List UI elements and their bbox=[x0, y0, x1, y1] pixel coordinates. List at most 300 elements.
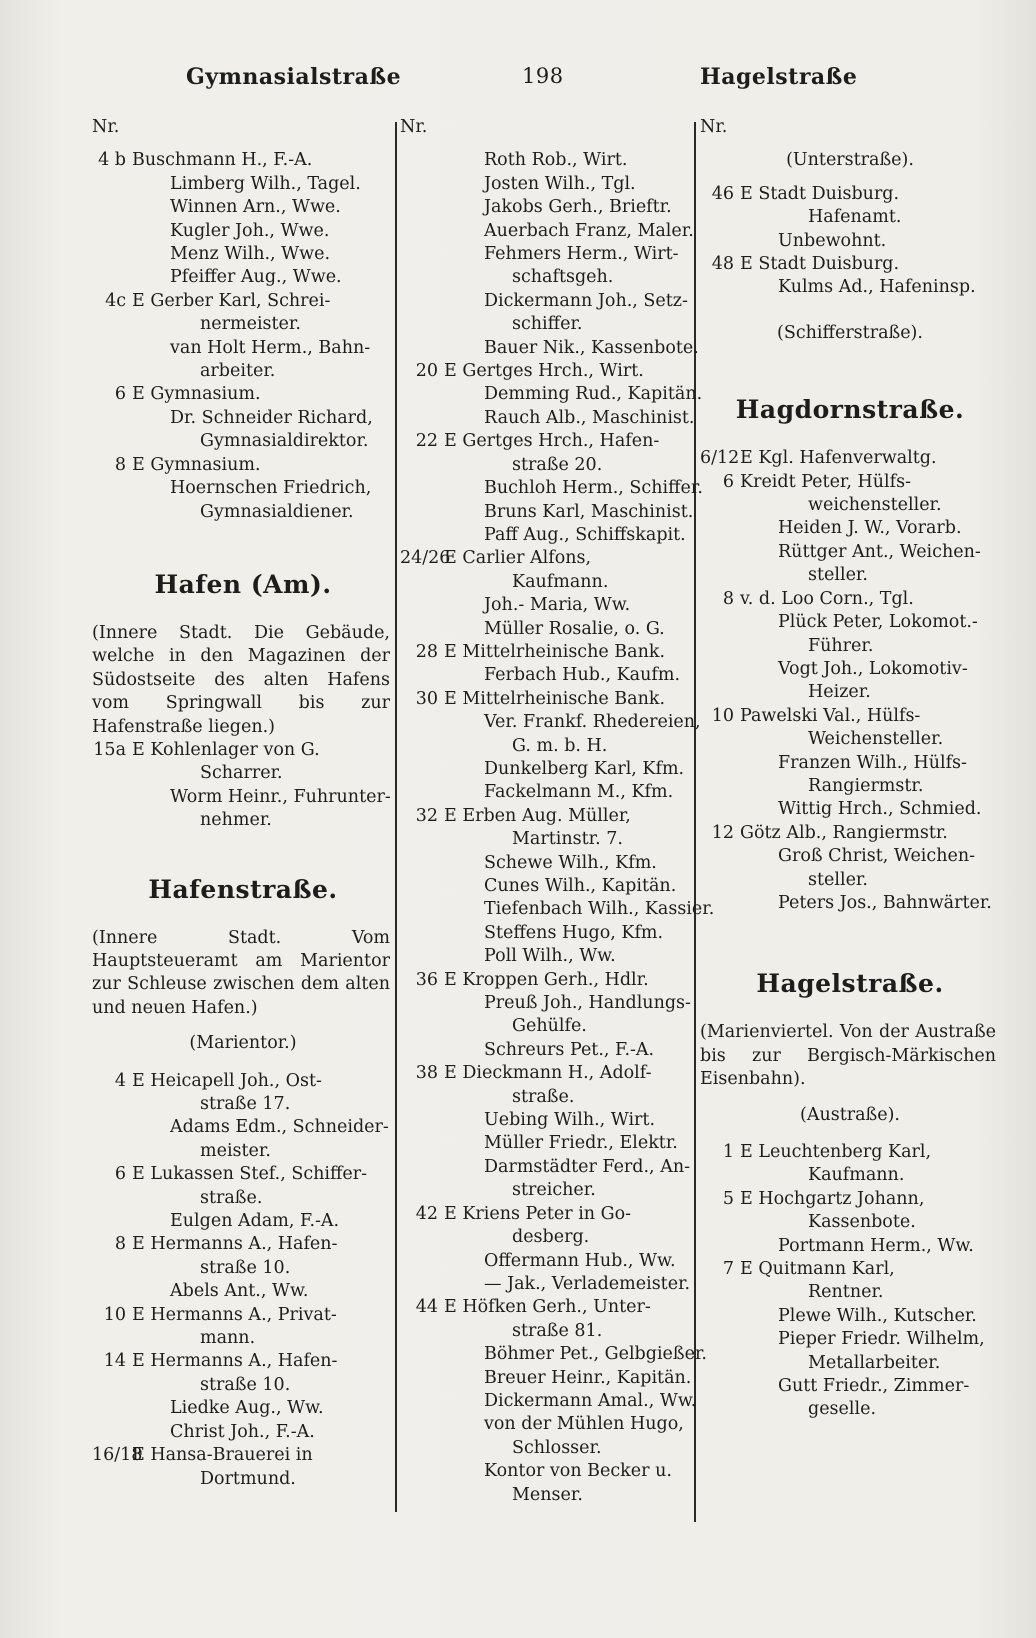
entry-text: Rüttger Ant., Weichen- bbox=[778, 541, 981, 562]
entry-text: Dortmund. bbox=[200, 1468, 296, 1489]
directory-entry bbox=[400, 992, 690, 1015]
entry-text: Pawelski Val., Hülfs- bbox=[740, 705, 921, 726]
directory-entry bbox=[92, 290, 394, 313]
section-desc-hagelstrasse: (Marienviertel. Von der Austraße bis zur Bergisch-Märkischen Eisenbahn). bbox=[700, 1022, 996, 1090]
house-number: 6/12 bbox=[700, 448, 740, 469]
directory-entry bbox=[400, 196, 690, 219]
entry-text: Gymnasialdirektor. bbox=[200, 431, 369, 452]
directory-entry bbox=[92, 1280, 394, 1303]
entry-text: arbeiter. bbox=[200, 361, 276, 382]
entry-text: schaftsgeh. bbox=[512, 267, 614, 288]
directory-entry bbox=[400, 1250, 690, 1273]
directory-entry bbox=[400, 266, 690, 289]
house-number: 38 bbox=[415, 1063, 438, 1084]
entry-text: Worm Heinr., Fuhrunter- bbox=[170, 786, 391, 807]
entry-text: Menz Wilh., Wwe. bbox=[170, 244, 331, 265]
house-number: 5 bbox=[722, 1188, 734, 1209]
entry-text: Josten Wilh., Tgl. bbox=[484, 173, 636, 194]
directory-entry bbox=[700, 845, 1000, 868]
house-number: 8 bbox=[114, 1234, 126, 1255]
page-number: 198 bbox=[522, 64, 564, 88]
entry-text: streicher. bbox=[512, 1180, 596, 1201]
directory-entry bbox=[400, 1109, 690, 1132]
directory-entry bbox=[400, 1437, 690, 1460]
entry-text: Liedke Aug., Ww. bbox=[170, 1398, 324, 1419]
directory-entry bbox=[400, 1015, 690, 1038]
house-number: 4 bbox=[114, 1070, 126, 1091]
directory-entry bbox=[700, 564, 1000, 587]
entry-text: nehmer. bbox=[200, 810, 272, 831]
entry-text: E Mittelrheinische Bank. bbox=[444, 688, 666, 709]
directory-entry bbox=[700, 494, 1000, 517]
entry-text: E Erben Aug. Müller, bbox=[444, 805, 631, 826]
directory-entry bbox=[92, 313, 394, 336]
entry-text: — Jak., Verlademeister. bbox=[484, 1273, 691, 1294]
entry-text: Bruns Karl, Maschinist. bbox=[484, 501, 694, 522]
entry-text: Dickermann Joh., Setz- bbox=[484, 290, 688, 311]
directory-entry bbox=[400, 1320, 690, 1343]
entry-text: E Hermanns A., Hafen- bbox=[132, 1351, 338, 1372]
house-number: 8 bbox=[114, 454, 126, 475]
hafen-entries bbox=[92, 739, 394, 833]
house-number: 1 bbox=[722, 1142, 734, 1162]
directory-entry bbox=[400, 664, 690, 687]
directory-entry bbox=[400, 1413, 690, 1436]
directory-entry bbox=[700, 1305, 1000, 1328]
entry-text: Jakobs Gerh., Brieftr. bbox=[484, 197, 672, 218]
entry-text: Tiefenbach Wilh., Kassier. bbox=[484, 899, 715, 920]
entry-text: Gymnasialdiener. bbox=[200, 501, 354, 522]
entry-text: Martinstr. 7. bbox=[512, 829, 623, 850]
entry-text: straße. bbox=[200, 1187, 263, 1208]
directory-entry bbox=[92, 1397, 394, 1420]
entry-text: von der Mühlen Hugo, bbox=[484, 1414, 684, 1435]
entry-text: Heiden J. W., Vorarb. bbox=[778, 518, 962, 539]
entry-text: Cunes Wilh., Kapitän. bbox=[484, 876, 677, 896]
directory-entry bbox=[700, 1164, 1000, 1187]
directory-entry bbox=[92, 1140, 394, 1163]
entry-text: Vogt Joh., Lokomotiv- bbox=[778, 658, 968, 679]
entry-text: E Heicapell Joh., Ost- bbox=[132, 1070, 322, 1091]
entry-text: E Quitmann Karl, bbox=[740, 1259, 895, 1280]
entry-text: Dunkelberg Karl, Kfm. bbox=[484, 758, 685, 779]
directory-entry bbox=[92, 1421, 394, 1444]
directory-entry bbox=[400, 1296, 690, 1319]
entry-text: E Hermanns A., Hafen- bbox=[132, 1234, 338, 1255]
subheading-schifferstrasse: (Schifferstraße). bbox=[777, 322, 923, 343]
nr-label: Nr. bbox=[400, 117, 428, 137]
entry-text: Steffens Hugo, Kfm. bbox=[484, 922, 664, 943]
directory-entry bbox=[700, 681, 1000, 704]
directory-entry bbox=[92, 1304, 394, 1327]
entry-text: geselle. bbox=[808, 1399, 877, 1420]
directory-entry bbox=[700, 447, 1000, 470]
house-number: 6 bbox=[114, 1164, 126, 1185]
entry-text: E Gertges Hrch., Hafen- bbox=[444, 431, 660, 452]
hagdornstrasse-entries bbox=[700, 447, 1000, 915]
section-title-hagdornstrasse: Hagdornstraße. bbox=[735, 395, 965, 425]
house-number: 32 bbox=[415, 805, 438, 826]
directory-entry bbox=[700, 276, 1000, 299]
directory-entry bbox=[400, 524, 690, 547]
running-head-right: Hagelstraße bbox=[700, 64, 858, 90]
entry-text: E Hermanns A., Privat- bbox=[132, 1304, 337, 1325]
directory-entry bbox=[700, 541, 1000, 564]
entry-text: Pieper Friedr. Wilhelm, bbox=[778, 1329, 985, 1350]
hafenstrasse-entries bbox=[92, 1070, 394, 1491]
directory-entry bbox=[700, 892, 1000, 915]
entry-text: schiffer. bbox=[512, 314, 583, 335]
entry-text: E Kgl. Hafenverwaltg. bbox=[740, 448, 937, 469]
directory-entry bbox=[700, 1235, 1000, 1258]
entry-text: Ferbach Hub., Kaufm. bbox=[484, 665, 681, 686]
directory-entry bbox=[700, 869, 1000, 892]
entry-text: Uebing Wilh., Wirt. bbox=[484, 1110, 656, 1131]
directory-entry bbox=[400, 875, 690, 898]
directory-entry bbox=[400, 1273, 690, 1296]
house-number: 10 bbox=[711, 705, 734, 726]
directory-entry bbox=[700, 1141, 1000, 1164]
entry-text: Plewe Wilh., Kutscher. bbox=[778, 1305, 977, 1326]
section-title-hafen: Hafen (Am). bbox=[154, 569, 332, 599]
directory-entry bbox=[92, 1210, 394, 1233]
directory-entry bbox=[92, 739, 394, 762]
entry-text: Pfeiffer Aug., Wwe. bbox=[170, 267, 342, 288]
entry-text: E Kroppen Gerh., Hdlr. bbox=[444, 969, 649, 990]
directory-entry bbox=[92, 762, 394, 785]
directory-entry bbox=[400, 313, 690, 336]
directory-entry bbox=[92, 430, 394, 453]
house-number: 36 bbox=[415, 969, 438, 990]
entry-text: steller. bbox=[808, 869, 868, 890]
entry-text: Kugler Joh., Wwe. bbox=[170, 220, 330, 241]
directory-entry bbox=[400, 407, 695, 430]
entry-text: Joh.- Maria, Ww. bbox=[484, 595, 631, 616]
section-desc-hafen: (Innere Stadt. Die Gebäude, welche in den Magazinen der Südostseite des alten Hafens vom Springwall bis zur Hafenstraße liegen.) bbox=[92, 622, 390, 737]
entry-text: E Mittelrheinische Bank. bbox=[444, 641, 666, 662]
entry-text: nermeister. bbox=[200, 314, 301, 335]
entry-text: v. d. Loo Corn., Tgl. bbox=[740, 588, 914, 609]
directory-entry bbox=[400, 1086, 690, 1109]
entry-text: Offermann Hub., Ww. bbox=[484, 1250, 676, 1271]
directory-entry bbox=[400, 173, 690, 196]
entry-text: straße 10. bbox=[200, 1374, 291, 1395]
entry-text: Portmann Herm., Ww. bbox=[778, 1235, 974, 1256]
entry-text: Groß Christ, Weichen- bbox=[778, 846, 976, 867]
directory-entry bbox=[400, 641, 690, 664]
hafenstrasse-continued-entries bbox=[400, 149, 715, 1507]
house-number: 42 bbox=[415, 1203, 438, 1224]
entry-text: Kaufmann. bbox=[512, 571, 609, 592]
directory-entry bbox=[700, 183, 1000, 206]
directory-entry bbox=[92, 149, 394, 172]
entry-text: Müller Friedr., Elektr. bbox=[484, 1133, 678, 1154]
house-number: 12 bbox=[711, 822, 734, 843]
house-number: 4c bbox=[105, 290, 126, 311]
house-number: 4 b bbox=[98, 150, 126, 171]
entry-text: Buschmann H., F.-A. bbox=[132, 150, 313, 171]
entry-text: Schlosser. bbox=[512, 1437, 602, 1458]
directory-entry bbox=[92, 196, 394, 219]
entry-text: E Gerber Karl, Schrei- bbox=[132, 290, 331, 311]
subheading-unterstrasse: (Unterstraße). bbox=[786, 150, 914, 171]
entry-text: Kulms Ad., Hafeninsp. bbox=[778, 277, 976, 298]
house-number: 10 bbox=[103, 1304, 126, 1325]
house-number: 7 bbox=[722, 1259, 734, 1280]
directory-entry bbox=[400, 781, 690, 804]
house-number: 14 bbox=[103, 1351, 126, 1372]
entry-text: E Dieckmann H., Adolf- bbox=[444, 1063, 652, 1084]
entry-text: Hoernschen Friedrich, bbox=[170, 478, 372, 499]
directory-entry bbox=[400, 898, 715, 921]
directory-entry bbox=[400, 430, 690, 453]
directory-entry bbox=[700, 206, 1000, 229]
directory-entry bbox=[400, 805, 690, 828]
entry-text: Peters Jos., Bahnwärter. bbox=[778, 892, 992, 913]
directory-entry bbox=[92, 337, 394, 360]
column-divider-1 bbox=[395, 122, 397, 1512]
directory-entry bbox=[400, 477, 703, 500]
nr-label: Nr. bbox=[92, 117, 120, 137]
directory-entry bbox=[400, 594, 690, 617]
hagelstrasse-entries bbox=[700, 1141, 1000, 1422]
house-number: 15a bbox=[93, 739, 126, 760]
directory-entry bbox=[700, 471, 1000, 494]
directory-entry bbox=[92, 786, 394, 809]
directory-entry bbox=[700, 752, 1000, 775]
entry-text: straße 10. bbox=[200, 1257, 291, 1278]
entry-text: Darmstädter Ferd., An- bbox=[484, 1156, 691, 1177]
entry-text: E Gymnasium. bbox=[132, 384, 261, 405]
directory-entry bbox=[400, 243, 690, 266]
house-number: 46 bbox=[711, 183, 734, 204]
entry-text: Ver. Frankf. Rhedereien, bbox=[484, 712, 701, 733]
entry-text: Bauer Nik., Kassenbote. bbox=[484, 337, 699, 358]
entry-text: straße 81. bbox=[512, 1320, 603, 1341]
directory-entry bbox=[92, 1187, 394, 1210]
entry-text: Gehülfe. bbox=[512, 1016, 587, 1037]
entry-text: Eulgen Adam, F.-A. bbox=[170, 1211, 340, 1232]
directory-entry bbox=[400, 688, 690, 711]
column-2 bbox=[400, 116, 715, 1507]
directory-entry bbox=[400, 454, 690, 477]
directory-entry bbox=[92, 173, 394, 196]
entry-text: Dickermann Amal., Ww. bbox=[484, 1390, 697, 1411]
entry-text: Menser. bbox=[512, 1484, 583, 1505]
entry-text: mann. bbox=[200, 1328, 256, 1349]
entry-text: E Hochgartz Johann, bbox=[740, 1188, 925, 1209]
entry-text: E Hansa-Brauerei in bbox=[132, 1445, 313, 1466]
directory-entry bbox=[92, 1468, 394, 1491]
house-number: 22 bbox=[415, 431, 438, 452]
directory-entry bbox=[400, 1156, 690, 1179]
directory-entry bbox=[700, 728, 1000, 751]
entry-text: weichensteller. bbox=[808, 495, 942, 516]
directory-entry bbox=[400, 1062, 690, 1085]
entry-text: Abels Ant., Ww. bbox=[170, 1281, 309, 1302]
entry-text: Rentner. bbox=[808, 1282, 884, 1303]
entry-text: Gutt Friedr., Zimmer- bbox=[778, 1376, 970, 1397]
entry-text: Kassenbote. bbox=[808, 1212, 916, 1233]
directory-entry bbox=[400, 969, 690, 992]
directory-entry bbox=[400, 1179, 690, 1202]
directory-entry bbox=[92, 809, 394, 832]
directory-entry bbox=[700, 1328, 1000, 1351]
entry-text: Dr. Schneider Richard, bbox=[170, 407, 373, 428]
entry-text: E Kohlenlager von G. bbox=[132, 739, 320, 760]
entry-text: Roth Rob., Wirt. bbox=[484, 150, 628, 171]
directory-entry bbox=[700, 1398, 1000, 1421]
entry-text: Fehmers Herm., Wirt- bbox=[484, 244, 679, 265]
directory-entry bbox=[92, 454, 394, 477]
entry-text: Breuer Heinr., Kapitän. bbox=[484, 1367, 692, 1388]
entry-text: Metallarbeiter. bbox=[808, 1352, 941, 1373]
entry-text: Kreidt Peter, Hülfs- bbox=[740, 471, 911, 492]
directory-entry bbox=[400, 1343, 707, 1366]
entry-text: E Gymnasium. bbox=[132, 454, 261, 475]
directory-entry bbox=[700, 1258, 1000, 1281]
house-number: 16/18 bbox=[92, 1445, 143, 1466]
directory-entry bbox=[92, 477, 394, 500]
directory-entry bbox=[700, 1281, 1000, 1304]
entry-text: Buchloh Herm., Schiffer. bbox=[484, 478, 703, 499]
directory-entry bbox=[400, 1390, 697, 1413]
directory-entry bbox=[400, 1203, 690, 1226]
directory-entry bbox=[700, 1375, 1000, 1398]
entry-text: meister. bbox=[200, 1140, 271, 1161]
entry-text: Paff Aug., Schiffskapit. bbox=[484, 524, 686, 545]
directory-entry bbox=[400, 547, 690, 570]
entry-text: Limberg Wilh., Tagel. bbox=[170, 173, 361, 194]
directory-entry bbox=[92, 1327, 394, 1350]
entry-text: Scharrer. bbox=[200, 763, 283, 784]
subheading-austrasse: (Austraße). bbox=[800, 1104, 900, 1125]
entry-text: Fackelmann M., Kfm. bbox=[484, 782, 674, 803]
house-number: 48 bbox=[711, 254, 734, 275]
directory-entry bbox=[92, 1116, 394, 1139]
entry-text: Preuß Joh., Handlungs- bbox=[484, 993, 691, 1014]
directory-entry bbox=[400, 149, 690, 172]
nr-label: Nr. bbox=[700, 117, 728, 137]
section-title-hagelstrasse: Hagelstraße. bbox=[756, 969, 944, 999]
entry-text: G. m. b. H. bbox=[512, 735, 608, 756]
entry-text: E Gertges Hrch., Wirt. bbox=[444, 361, 644, 382]
house-number: 24/26 bbox=[400, 548, 451, 569]
directory-entry bbox=[400, 1039, 690, 1062]
directory-entry bbox=[92, 1374, 394, 1397]
directory-entry bbox=[92, 1233, 394, 1256]
section-desc-hafenstrasse: (Innere Stadt. Vom Hauptsteueramt am Marientor zur Schleuse zwischen dem alten und neuen Hafen.) bbox=[92, 927, 390, 1018]
entry-text: Kaufmann. bbox=[808, 1165, 905, 1186]
directory-entry bbox=[92, 243, 394, 266]
entry-text: Rangiermstr. bbox=[808, 775, 924, 796]
house-number: 28 bbox=[415, 641, 438, 662]
entry-text: Winnen Arn., Wwe. bbox=[170, 197, 341, 218]
entry-text: Hafenamt. bbox=[808, 207, 902, 228]
entry-text: straße. bbox=[512, 1086, 575, 1107]
directory-entry bbox=[92, 220, 394, 243]
running-head-left: Gymnasialstraße bbox=[186, 64, 402, 90]
entry-text: E Kriens Peter in Go- bbox=[444, 1203, 632, 1224]
entry-text: Rauch Alb., Maschinist. bbox=[484, 407, 695, 428]
directory-entry bbox=[400, 383, 703, 406]
entry-text: Auerbach Franz, Maler. bbox=[484, 220, 694, 241]
entry-text: Schewe Wilh., Kfm. bbox=[484, 852, 657, 873]
directory-entry bbox=[700, 1188, 1000, 1211]
entry-text: Weichensteller. bbox=[808, 729, 944, 750]
directory-entry bbox=[92, 1093, 394, 1116]
entry-text: Christ Joh., F.-A. bbox=[170, 1421, 315, 1442]
directory-entry bbox=[700, 1352, 1000, 1375]
entry-text: Heizer. bbox=[808, 682, 871, 703]
house-number: 30 bbox=[415, 688, 438, 709]
column-1 bbox=[92, 116, 394, 1491]
directory-entry bbox=[400, 945, 690, 968]
directory-entry bbox=[92, 1163, 394, 1186]
directory-entry bbox=[400, 290, 690, 313]
entry-text: E Höfken Gerh., Unter- bbox=[444, 1297, 651, 1318]
directory-entry bbox=[400, 828, 690, 851]
directory-entry bbox=[92, 1444, 394, 1467]
entry-text: E Lukassen Stef., Schiffer- bbox=[132, 1164, 368, 1185]
directory-entry bbox=[700, 611, 1000, 634]
entry-text: van Holt Herm., Bahn- bbox=[170, 337, 371, 358]
directory-entry bbox=[400, 618, 690, 641]
column-divider-2 bbox=[694, 122, 696, 1522]
directory-entry bbox=[700, 658, 1000, 681]
subheading-marientor: (Marientor.) bbox=[189, 1033, 297, 1054]
directory-entry bbox=[400, 852, 690, 875]
directory-entry bbox=[700, 705, 1000, 728]
entry-text: desberg. bbox=[512, 1227, 590, 1248]
entry-text: straße 20. bbox=[512, 454, 603, 475]
directory-entry bbox=[400, 758, 690, 781]
directory-entry bbox=[92, 383, 394, 406]
column-3 bbox=[700, 116, 1000, 1422]
directory-entry bbox=[92, 360, 394, 383]
directory-entry bbox=[400, 711, 701, 734]
entry-text: steller. bbox=[808, 565, 868, 586]
directory-entry bbox=[400, 337, 699, 360]
entry-text: Müller Rosalie, o. G. bbox=[484, 618, 665, 639]
directory-entry bbox=[700, 253, 1000, 276]
directory-entry bbox=[700, 822, 1000, 845]
directory-entry bbox=[92, 1350, 394, 1373]
directory-entry bbox=[400, 360, 690, 383]
directory-entry bbox=[400, 220, 694, 243]
entry-text: Schreurs Pet., F.-A. bbox=[484, 1039, 655, 1060]
directory-entry bbox=[400, 1132, 690, 1155]
directory-entry bbox=[700, 635, 1000, 658]
house-number: 8 bbox=[722, 588, 734, 609]
house-number: 20 bbox=[415, 361, 438, 382]
entry-text: straße 17. bbox=[200, 1094, 291, 1114]
directory-entry bbox=[700, 775, 1000, 798]
directory-entry bbox=[400, 1226, 690, 1249]
directory-entry bbox=[400, 571, 690, 594]
entry-text: Wittig Hrch., Schmied. bbox=[778, 799, 982, 820]
directory-entry bbox=[700, 588, 1000, 611]
entry-text: E Stadt Duisburg. bbox=[740, 183, 900, 204]
entry-text: Poll Wilh., Ww. bbox=[484, 946, 616, 967]
entry-text: Adams Edm., Schneider- bbox=[170, 1117, 389, 1138]
directory-entry bbox=[400, 1460, 690, 1483]
section-title-hafenstrasse: Hafenstraße. bbox=[148, 874, 338, 904]
entry-text: Führer. bbox=[808, 635, 874, 656]
directory-entry bbox=[400, 1367, 690, 1390]
entry-text: Böhmer Pet., Gelbgießer. bbox=[484, 1344, 707, 1365]
house-number: 6 bbox=[114, 384, 126, 405]
